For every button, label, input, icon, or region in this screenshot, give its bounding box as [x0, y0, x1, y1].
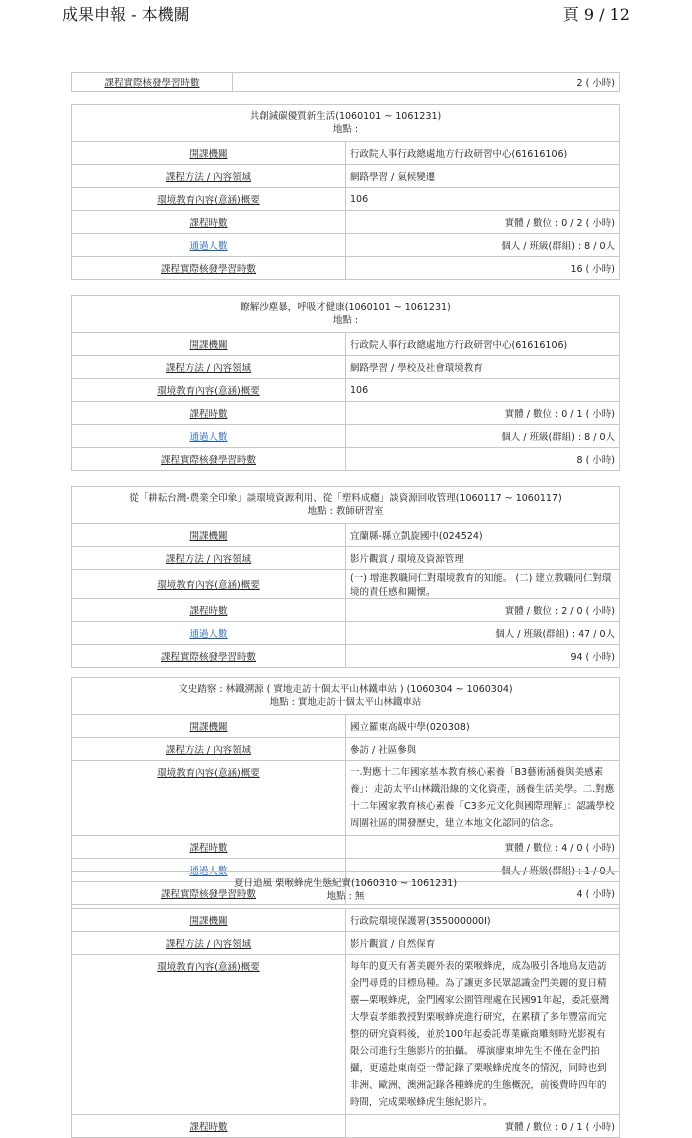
org-value: 行政院環境保護署(355000000I) — [346, 909, 620, 932]
summary-label: 環境教育內容(意涵)概要 — [72, 955, 346, 1115]
previous-course-tail — [71, 72, 620, 92]
table-row — [72, 715, 620, 738]
table-row — [72, 448, 620, 471]
table-row — [72, 356, 620, 379]
table-row — [72, 955, 620, 1115]
table-row — [72, 645, 620, 668]
summary-value: 106 — [346, 379, 620, 402]
summary-label: 環境教育內容(意涵)概要 — [72, 570, 346, 599]
org-value: 行政院人事行政總處地方行政研習中心(61616106) — [346, 142, 620, 165]
hours-value: 實體 / 數位 : 0 / 2 ( 小時) — [346, 211, 620, 234]
course-title: 夏日追風 栗喉蜂虎生態紀實(1060310 ~ 1061231) — [233, 878, 458, 889]
issued-hours-label: 課程實際核發學習時數 — [72, 645, 346, 668]
course-location: 地點 : 無 — [326, 891, 365, 902]
summary-value: 一.對應十二年國家基本教育核心素養「B3藝術涵養與美感素養」：走訪太平山林鐵沿線的文化資產，涵養生活美學。二.對應十二年國家教育核心素養「C3多元文化與國際理解」：認識學校周圍社區的開發歷史，建立本地文化認同的信念。 — [346, 761, 620, 836]
table-row — [72, 296, 620, 333]
issued-hours-value: 8 ( 小時) — [346, 448, 620, 471]
method-label: 課程方法 / 內容領域 — [72, 547, 346, 570]
table-row — [72, 678, 620, 715]
table-row — [72, 872, 620, 909]
hours-value: 實體 / 數位 : 0 / 1 ( 小時) — [346, 1115, 620, 1138]
table-row — [72, 570, 620, 599]
table-row — [72, 836, 620, 859]
issued-hours-label: 課程實際核發學習時數 — [72, 882, 346, 905]
org-label: 開課機關 — [72, 909, 346, 932]
issued-hours-value: 4 ( 小時) — [346, 882, 620, 905]
org-value: 國立羅東高級中學(020308) — [346, 715, 620, 738]
issued-hours-label: 課程實際核發學習時數 — [72, 73, 233, 92]
page-header — [0, 0, 692, 24]
course-title-cell — [72, 296, 620, 333]
summary-value: (一) 增進教職同仁對環境教育的知能。 (二) 建立教職同仁對環境的責任感和關懷。 — [346, 570, 620, 599]
course-title: 共創減碳優質新生活(1060101 ~ 1061231) — [249, 111, 442, 122]
table-row — [72, 761, 620, 836]
issued-hours-value: 2 ( 小時) — [233, 73, 620, 92]
summary-label: 環境教育內容(意涵)概要 — [72, 761, 346, 836]
table-row — [72, 257, 620, 280]
org-label: 開課機關 — [72, 524, 346, 547]
table-row — [72, 333, 620, 356]
course-card — [71, 486, 620, 668]
issued-hours-label: 課程實際核發學習時數 — [72, 257, 346, 280]
method-label: 課程方法 / 內容領域 — [72, 165, 346, 188]
table-row — [72, 524, 620, 547]
table-row — [72, 211, 620, 234]
passed-count-link[interactable]: 通過人數 — [72, 859, 346, 882]
issued-hours-label: 課程實際核發學習時數 — [72, 448, 346, 471]
table-row — [72, 234, 620, 257]
hours-label: 課程時數 — [72, 836, 346, 859]
table-row — [72, 165, 620, 188]
header-title: 成果申報 - 本機關 — [62, 5, 190, 24]
course-title-cell — [72, 487, 620, 524]
org-value: 宜蘭縣-縣立凱旋國中(024524) — [346, 524, 620, 547]
course-title-cell — [72, 678, 620, 715]
course-card — [71, 871, 620, 1138]
course-location: 地點 : — [332, 315, 359, 326]
table-row — [72, 379, 620, 402]
course-location: 地點 : — [332, 124, 359, 135]
method-value: 網路學習 / 氣候變遷 — [346, 165, 620, 188]
passed-count-link[interactable]: 通過人數 — [72, 234, 346, 257]
method-value: 影片觀賞 / 環境及資源管理 — [346, 547, 620, 570]
method-value: 參訪 / 社區參與 — [346, 738, 620, 761]
passed-value: 個人 / 班級(群組) : 47 / 0人 — [346, 622, 620, 645]
summary-label: 環境教育內容(意涵)概要 — [72, 379, 346, 402]
hours-label: 課程時數 — [72, 599, 346, 622]
table-row — [72, 142, 620, 165]
course-title-cell — [72, 105, 620, 142]
table-row — [72, 909, 620, 932]
passed-value: 個人 / 班級(群組) : 8 / 0人 — [346, 234, 620, 257]
passed-count-link[interactable]: 通過人數 — [72, 425, 346, 448]
page-number: 頁 9 / 12 — [562, 5, 630, 24]
hours-value: 實體 / 數位 : 2 / 0 ( 小時) — [346, 599, 620, 622]
hours-label: 課程時數 — [72, 402, 346, 425]
method-value: 網路學習 / 學校及社會環境教育 — [346, 356, 620, 379]
course-location: 地點 : 教師研習室 — [307, 506, 384, 517]
issued-hours-value: 16 ( 小時) — [346, 257, 620, 280]
summary-value: 每年的夏天有著美麗外表的栗喉蜂虎，成為吸引各地鳥友造訪金門尋覓的目標鳥種。為了讓更多民眾認識金門美麗的夏日精靈—栗喉蜂虎，金門國家公園管理處在民國91年起，委託臺灣大學袁孝維教授對栗喉蜂虎進行研究，在累積了多年豐富而完整的研究資料後，並於100年起委託專業廠商雕刻時光影視有限公司進行生態影片的拍攝。 導演廖東坤先生不僅在金門拍攝，更遠赴東南亞一帶記錄了栗喉蜂虎度冬的情況，同時也到非洲、歐洲、澳洲記錄各種蜂虎的生態概況，前後費時四年的時間，完成栗喉蜂虎生態紀影片。 — [346, 955, 620, 1115]
table-row — [72, 487, 620, 524]
table-row — [72, 188, 620, 211]
method-label: 課程方法 / 內容領域 — [72, 738, 346, 761]
summary-label: 環境教育內容(意涵)概要 — [72, 188, 346, 211]
table-row — [72, 932, 620, 955]
table-row — [72, 599, 620, 622]
hours-value: 實體 / 數位 : 4 / 0 ( 小時) — [346, 836, 620, 859]
table-row — [72, 547, 620, 570]
course-title: 瞭解沙塵暴，呼吸才健康(1060101 ~ 1061231) — [240, 302, 451, 313]
summary-value: 106 — [346, 188, 620, 211]
course-title: 從「耕耘台灣-農業全印象」談環境資源利用、從「塑料成癮」談資源回收管理(1060117 ~ 1060117) — [129, 493, 562, 504]
table-row — [72, 105, 620, 142]
table-row — [72, 1115, 620, 1138]
passed-value: 個人 / 班級(群組) : 8 / 0人 — [346, 425, 620, 448]
table-row — [72, 425, 620, 448]
course-card — [71, 295, 620, 471]
course-card — [71, 104, 620, 280]
hours-label: 課程時數 — [72, 211, 346, 234]
org-label: 開課機關 — [72, 715, 346, 738]
hours-label: 課程時數 — [72, 1115, 346, 1138]
table-row — [72, 622, 620, 645]
method-label: 課程方法 / 內容領域 — [72, 932, 346, 955]
passed-count-link[interactable]: 通過人數 — [72, 622, 346, 645]
course-location: 地點 : 實地走訪十個太平山林鐵車站 — [269, 697, 422, 708]
table-row — [72, 738, 620, 761]
hours-value: 實體 / 數位 : 0 / 1 ( 小時) — [346, 402, 620, 425]
org-label: 開課機關 — [72, 333, 346, 356]
org-value: 行政院人事行政總處地方行政研習中心(61616106) — [346, 333, 620, 356]
passed-value: 個人 / 班級(群組) : 1 / 0人 — [346, 859, 620, 882]
org-label: 開課機關 — [72, 142, 346, 165]
table-row — [72, 73, 620, 92]
table-row — [72, 402, 620, 425]
issued-hours-value: 94 ( 小時) — [346, 645, 620, 668]
method-label: 課程方法 / 內容領域 — [72, 356, 346, 379]
course-title: 文史踏察 : 林鐵溯源 ( 實地走訪十個太平山林鐵車站 ) (1060304 ~ 1060304) — [178, 684, 513, 695]
method-value: 影片觀賞 / 自然保育 — [346, 932, 620, 955]
course-title-cell — [72, 872, 620, 909]
